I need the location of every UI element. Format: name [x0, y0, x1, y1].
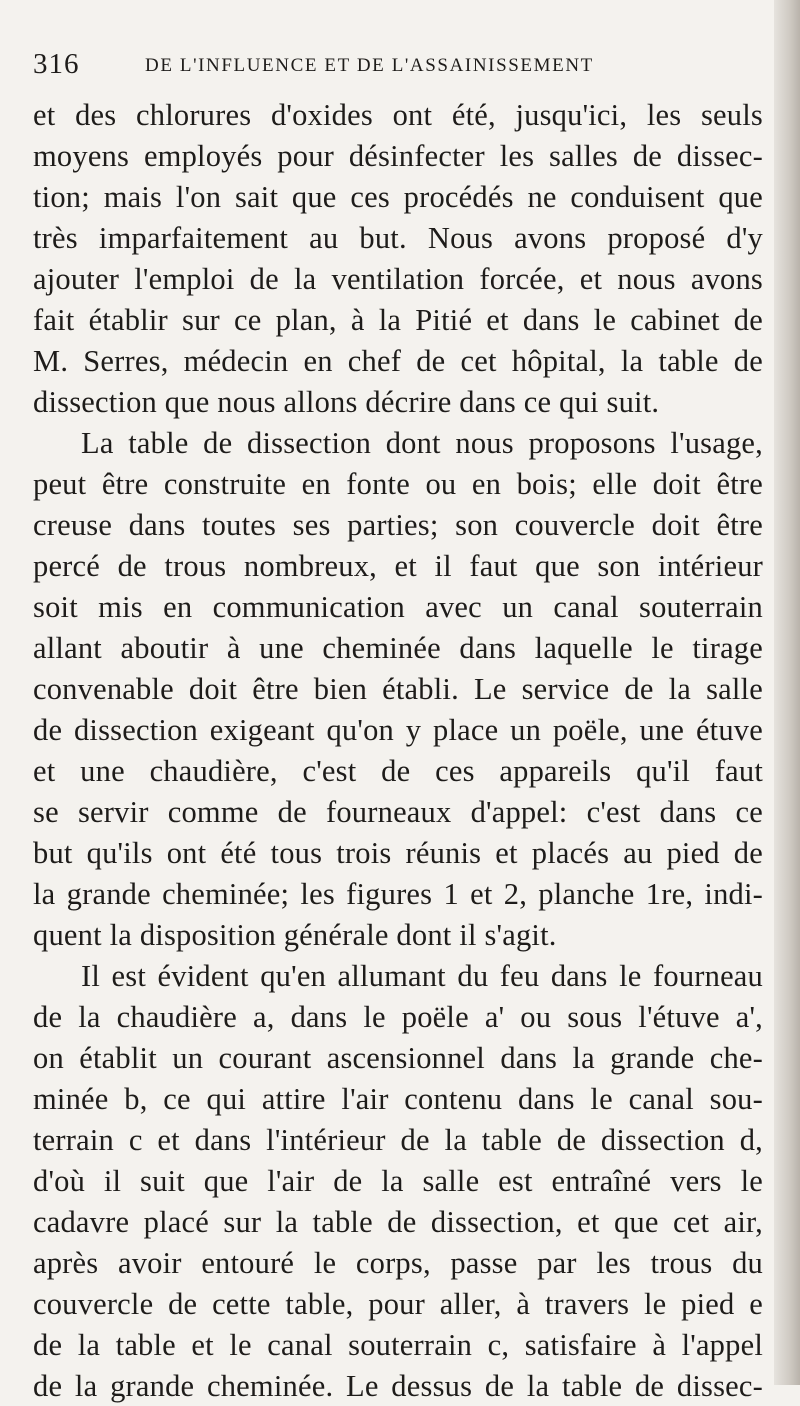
text-line: se servir comme de fourneaux d'appel: c'est dans ce [33, 795, 763, 829]
text-line: creuse dans toutes ses parties; son couvercle doit être [33, 508, 763, 542]
text-line: M. Serres, médecin en chef de cet hôpital, la table de [33, 344, 763, 378]
text-line: de dissection exigeant qu'on y place un poële, une étuve [33, 713, 763, 747]
text-line: dissection que nous allons décrire dans ce qui suit. [33, 385, 660, 419]
running-head-title: DE L'INFLUENCE ET DE L'ASSAINISSEMENT [145, 55, 594, 76]
text-line: très imparfaitement au but. Nous avons proposé d'y [33, 221, 763, 255]
text-line: et une chaudière, c'est de ces appareils qu'il faut [33, 754, 763, 788]
page-number: 316 [33, 48, 80, 80]
text-line: terrain c et dans l'intérieur de la table de dissection d, [33, 1123, 763, 1157]
text-line: fait établir sur ce plan, à la Pitié et dans le cabinet de [33, 303, 763, 337]
text-line: moyens employés pour désinfecter les salles de dissec- [33, 139, 763, 173]
text-line: soit mis en communication avec un canal souterrain [33, 590, 763, 624]
text-line: la grande cheminée; les figures 1 et 2, planche 1re, indi- [33, 877, 763, 911]
running-head [33, 48, 753, 82]
text-line: et des chlorures d'oxides ont été, jusqu'ici, les seuls [33, 98, 763, 132]
text-line: convenable doit être bien établi. Le service de la salle [33, 672, 763, 706]
text-line: peut être construite en fonte ou en bois; elle doit être [33, 467, 763, 501]
text-line: but qu'ils ont été tous trois réunis et placés au pied de [33, 836, 763, 870]
text-line: tion; mais l'on sait que ces procédés ne conduisent que [33, 180, 763, 214]
text-line: de la table et le canal souterrain c, satisfaire à l'appel [33, 1328, 763, 1362]
text-line: quent la disposition générale dont il s'agit. [33, 918, 557, 952]
text-line: ajouter l'emploi de la ventilation forcée, et nous avons [33, 262, 763, 296]
text-line: d'où il suit que l'air de la salle est entraîné vers le [33, 1164, 763, 1198]
text-line: cadavre placé sur la table de dissection, et que cet air, [33, 1205, 763, 1239]
text-line: de la grande cheminée. Le dessus de la table de dissec- [33, 1369, 763, 1403]
text-line: on établit un courant ascensionnel dans la grande che- [33, 1041, 763, 1075]
text-line: Il est évident qu'en allumant du feu dans le fourneau [81, 959, 763, 993]
text-line: après avoir entouré le corps, passe par les trous du [33, 1246, 763, 1280]
text-line: La table de dissection dont nous proposons l'usage, [81, 426, 763, 460]
text-line: de la chaudière a, dans le poële a' ou sous l'étuve a', [33, 1000, 763, 1034]
text-line: couvercle de cette table, pour aller, à travers le pied e [33, 1287, 763, 1321]
text-line: percé de trous nombreux, et il faut que son intérieur [33, 549, 763, 583]
text-line: allant aboutir à une cheminée dans laquelle le tirage [33, 631, 763, 665]
text-line: minée b, ce qui attire l'air contenu dans le canal sou- [33, 1082, 763, 1116]
page-edge-shadow [774, 0, 800, 1385]
